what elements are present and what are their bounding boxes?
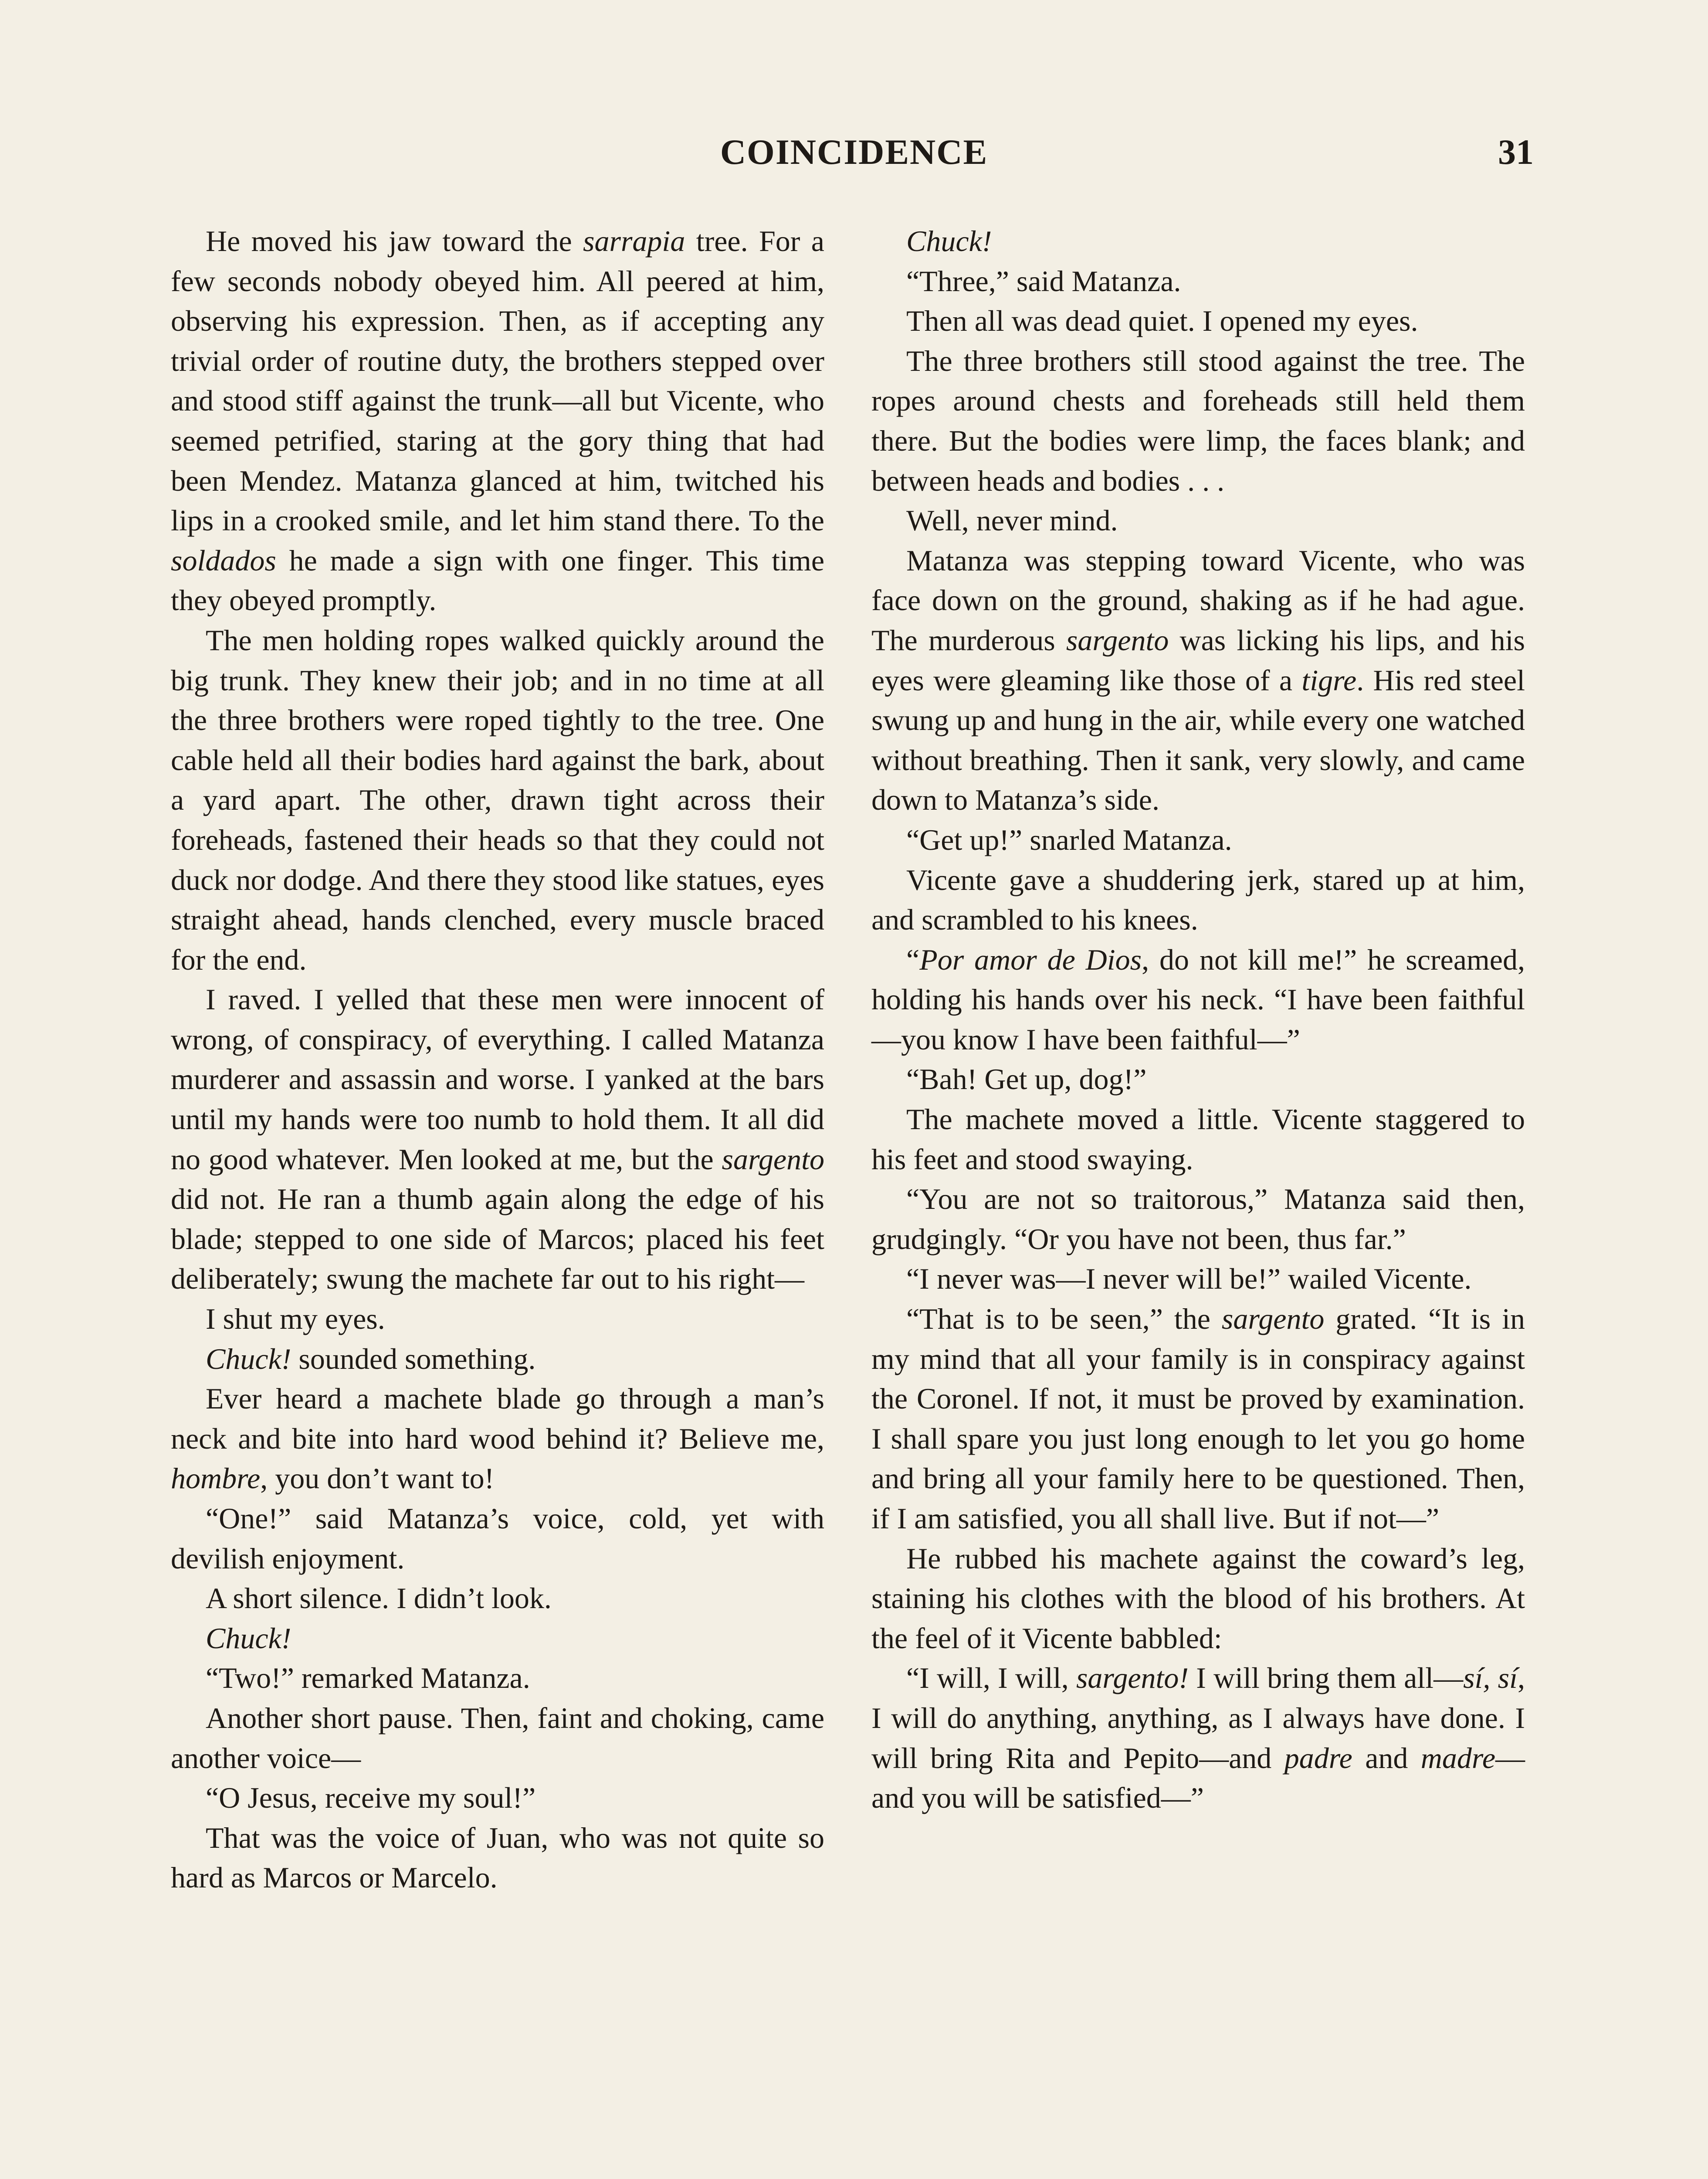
text-run: A short silence. I didn’t look. [206, 1582, 552, 1615]
text-run: The three brothers still stood against the tree. The ropes around chests and foreheads still held them there. But the bodies were limp, the faces blank; and between heads and bodies . . . [871, 344, 1525, 497]
text-run: sounded something. [291, 1342, 536, 1375]
italic-run: Chuck! [206, 1621, 291, 1655]
text-run: “I will, I will, [906, 1661, 1076, 1695]
paragraph [871, 501, 1525, 541]
text-run: “O Jesus, receive my soul!” [206, 1781, 536, 1815]
left-text-column [171, 221, 824, 1898]
paragraph [171, 1619, 824, 1659]
text-run: , I will do anything, anything, as I always have done. I will bring Rita and Pepito—and [871, 1661, 1525, 1775]
paragraph [871, 301, 1525, 341]
paragraph [171, 980, 824, 1299]
text-run: He rubbed his machete against the coward’s leg, staining his clothes with the blood of his brothers. At the feel of it Vicente babbled: [871, 1541, 1525, 1655]
paragraph [871, 1259, 1525, 1299]
text-run: The men holding ropes walked quickly around the big trunk. They knew their job; and in no time at all the three brothers were roped tightly to the tree. One cable held all their bodies hard against the bark, about a yard apart. The other, drawn tight across their foreheads, fastened their heads so that they could not duck nor dodge. And there they stood like statues, eyes straight ahead, hands clenched, every muscle braced for the end. [171, 623, 824, 976]
paragraph [871, 940, 1525, 1060]
text-run: The machete moved a little. Vicente staggered to his feet and stood swaying. [871, 1103, 1525, 1176]
paragraph [871, 1179, 1525, 1259]
italic-run: soldados [171, 543, 276, 577]
paragraph [871, 860, 1525, 940]
text-run: , you don’t want to! [260, 1462, 495, 1495]
text-run: did not. He ran a thumb again along the edge of his blade; stepped to one side of Marcos; placed his feet deliberately; swung the machete far out to his right— [171, 1182, 824, 1296]
paragraph [171, 1698, 824, 1778]
running-title: COINCIDENCE [720, 132, 988, 172]
paragraph [871, 1100, 1525, 1179]
paragraph [171, 1379, 824, 1499]
text-run: “ [906, 943, 920, 976]
text-run: I will bring them all— [1189, 1661, 1464, 1695]
italic-run: madre [1420, 1741, 1496, 1775]
text-run: “Two!” remarked Matanza. [206, 1661, 530, 1695]
text-run: He moved his jaw toward the [206, 224, 583, 258]
paragraph [871, 820, 1525, 860]
paragraph [871, 1299, 1525, 1539]
text-run: I raved. I yelled that these men were innocent of wrong, of conspiracy, of everything. I called Matanza murderer and assassin and worse. I yanked at the bars until my hands were too numb to hold them. It all did no good whatever. Men looked at me, but the [171, 983, 824, 1176]
text-run: tree. For a few seconds nobody obeyed him. All peered at him, observing his expression. Then, as if accepting any trivial order of routine duty, the brothers stepped over and stood stiff against the trunk—all but Vicente, who seemed petrified, staring at the gory thing that had been Mendez. Matanza glanced at him, twitched his lips in a crooked smile, and let him stand there. To the [171, 224, 824, 537]
paragraph [871, 341, 1525, 501]
text-run: “Bah! Get up, dog!” [906, 1062, 1147, 1096]
text-run: Ever heard a machete blade go through a man’s neck and bite into hard wood behind it? Believe me, [171, 1382, 824, 1455]
text-run: I shut my eyes. [206, 1302, 385, 1336]
italic-run: padre [1284, 1741, 1352, 1775]
text-run: Vicente gave a shuddering jerk, stared up at him, and scrambled to his knees. [871, 863, 1525, 937]
page-header [0, 132, 1708, 180]
paragraph [171, 221, 824, 621]
text-run: That was the voice of Juan, who was not quite so hard as Marcos or Marcelo. [171, 1821, 824, 1894]
italic-run: tigre [1301, 663, 1357, 697]
paragraph [171, 1339, 824, 1379]
italic-run: Chuck! [906, 224, 992, 258]
paragraph [171, 1818, 824, 1898]
paragraph [171, 1778, 824, 1818]
text-run: Another short pause. Then, faint and choking, came another voice— [171, 1701, 824, 1775]
page-number: 31 [1498, 132, 1534, 172]
italic-run: Chuck! [206, 1342, 291, 1375]
text-run: Matanza was stepping toward Vicente, who was face down on the ground, shaking as if he had ague. The murderous [871, 543, 1525, 657]
paragraph [871, 1059, 1525, 1100]
paragraph [871, 221, 1525, 261]
text-run: “I never was—I never will be!” wailed Vicente. [906, 1262, 1472, 1296]
italic-run: sargento [722, 1142, 824, 1176]
paragraph [171, 1658, 824, 1698]
text-run: “One!” said Matanza’s voice, cold, yet with devilish enjoyment. [171, 1502, 824, 1575]
paragraph [871, 261, 1525, 302]
italic-run: hombre [171, 1462, 261, 1495]
paragraph [171, 621, 824, 980]
text-run: was licking his lips, and his eyes were gleaming like those of a [871, 623, 1525, 697]
text-run: Well, never mind. [906, 504, 1118, 537]
text-run: “You are not so traitorous,” Matanza said then, grudgingly. “Or you have not been, thus far.” [871, 1182, 1525, 1256]
italic-run: sarrapia [583, 224, 685, 258]
text-run: “Three,” said Matanza. [906, 264, 1181, 298]
italic-run: sí, sí [1463, 1661, 1518, 1695]
paragraph [171, 1299, 824, 1339]
italic-run: Por amor de Dios [919, 943, 1142, 976]
paragraph [171, 1499, 824, 1578]
paragraph [871, 1658, 1525, 1818]
paragraph [171, 1578, 824, 1619]
paragraph [871, 1539, 1525, 1659]
paragraph [871, 541, 1525, 820]
text-run: , do not kill me!” he screamed, holding his hands over his neck. “I have been faithful—you know I have been faithful—” [871, 943, 1525, 1056]
text-run: —and you will be satisfied—” [871, 1741, 1525, 1815]
right-text-column [871, 221, 1525, 1818]
italic-run: sargento [1221, 1302, 1325, 1336]
italic-run: sargento [1066, 623, 1169, 657]
italic-run: sargento! [1076, 1661, 1189, 1695]
text-run: “Get up!” snarled Matanza. [906, 823, 1232, 856]
text-run: “That is to be seen,” the [906, 1302, 1222, 1336]
text-run: grated. “It is in my mind that all your family is in conspiracy against the Coronel. If not, it must be proved by examination. I shall spare you just long enough to let you go home and bring all your family here to be questioned. Then, if I am satisfied, you all shall live. But if not—” [871, 1302, 1525, 1535]
text-run: he made a sign with one finger. This time they obeyed promptly. [171, 543, 824, 617]
text-run: Then all was dead quiet. I opened my eyes. [906, 304, 1418, 338]
text-run: and [1352, 1741, 1421, 1775]
text-run: . His red steel swung up and hung in the air, while every one watched without breathing. Then it sank, very slowly, and came down to Matanza’s side. [871, 663, 1525, 817]
